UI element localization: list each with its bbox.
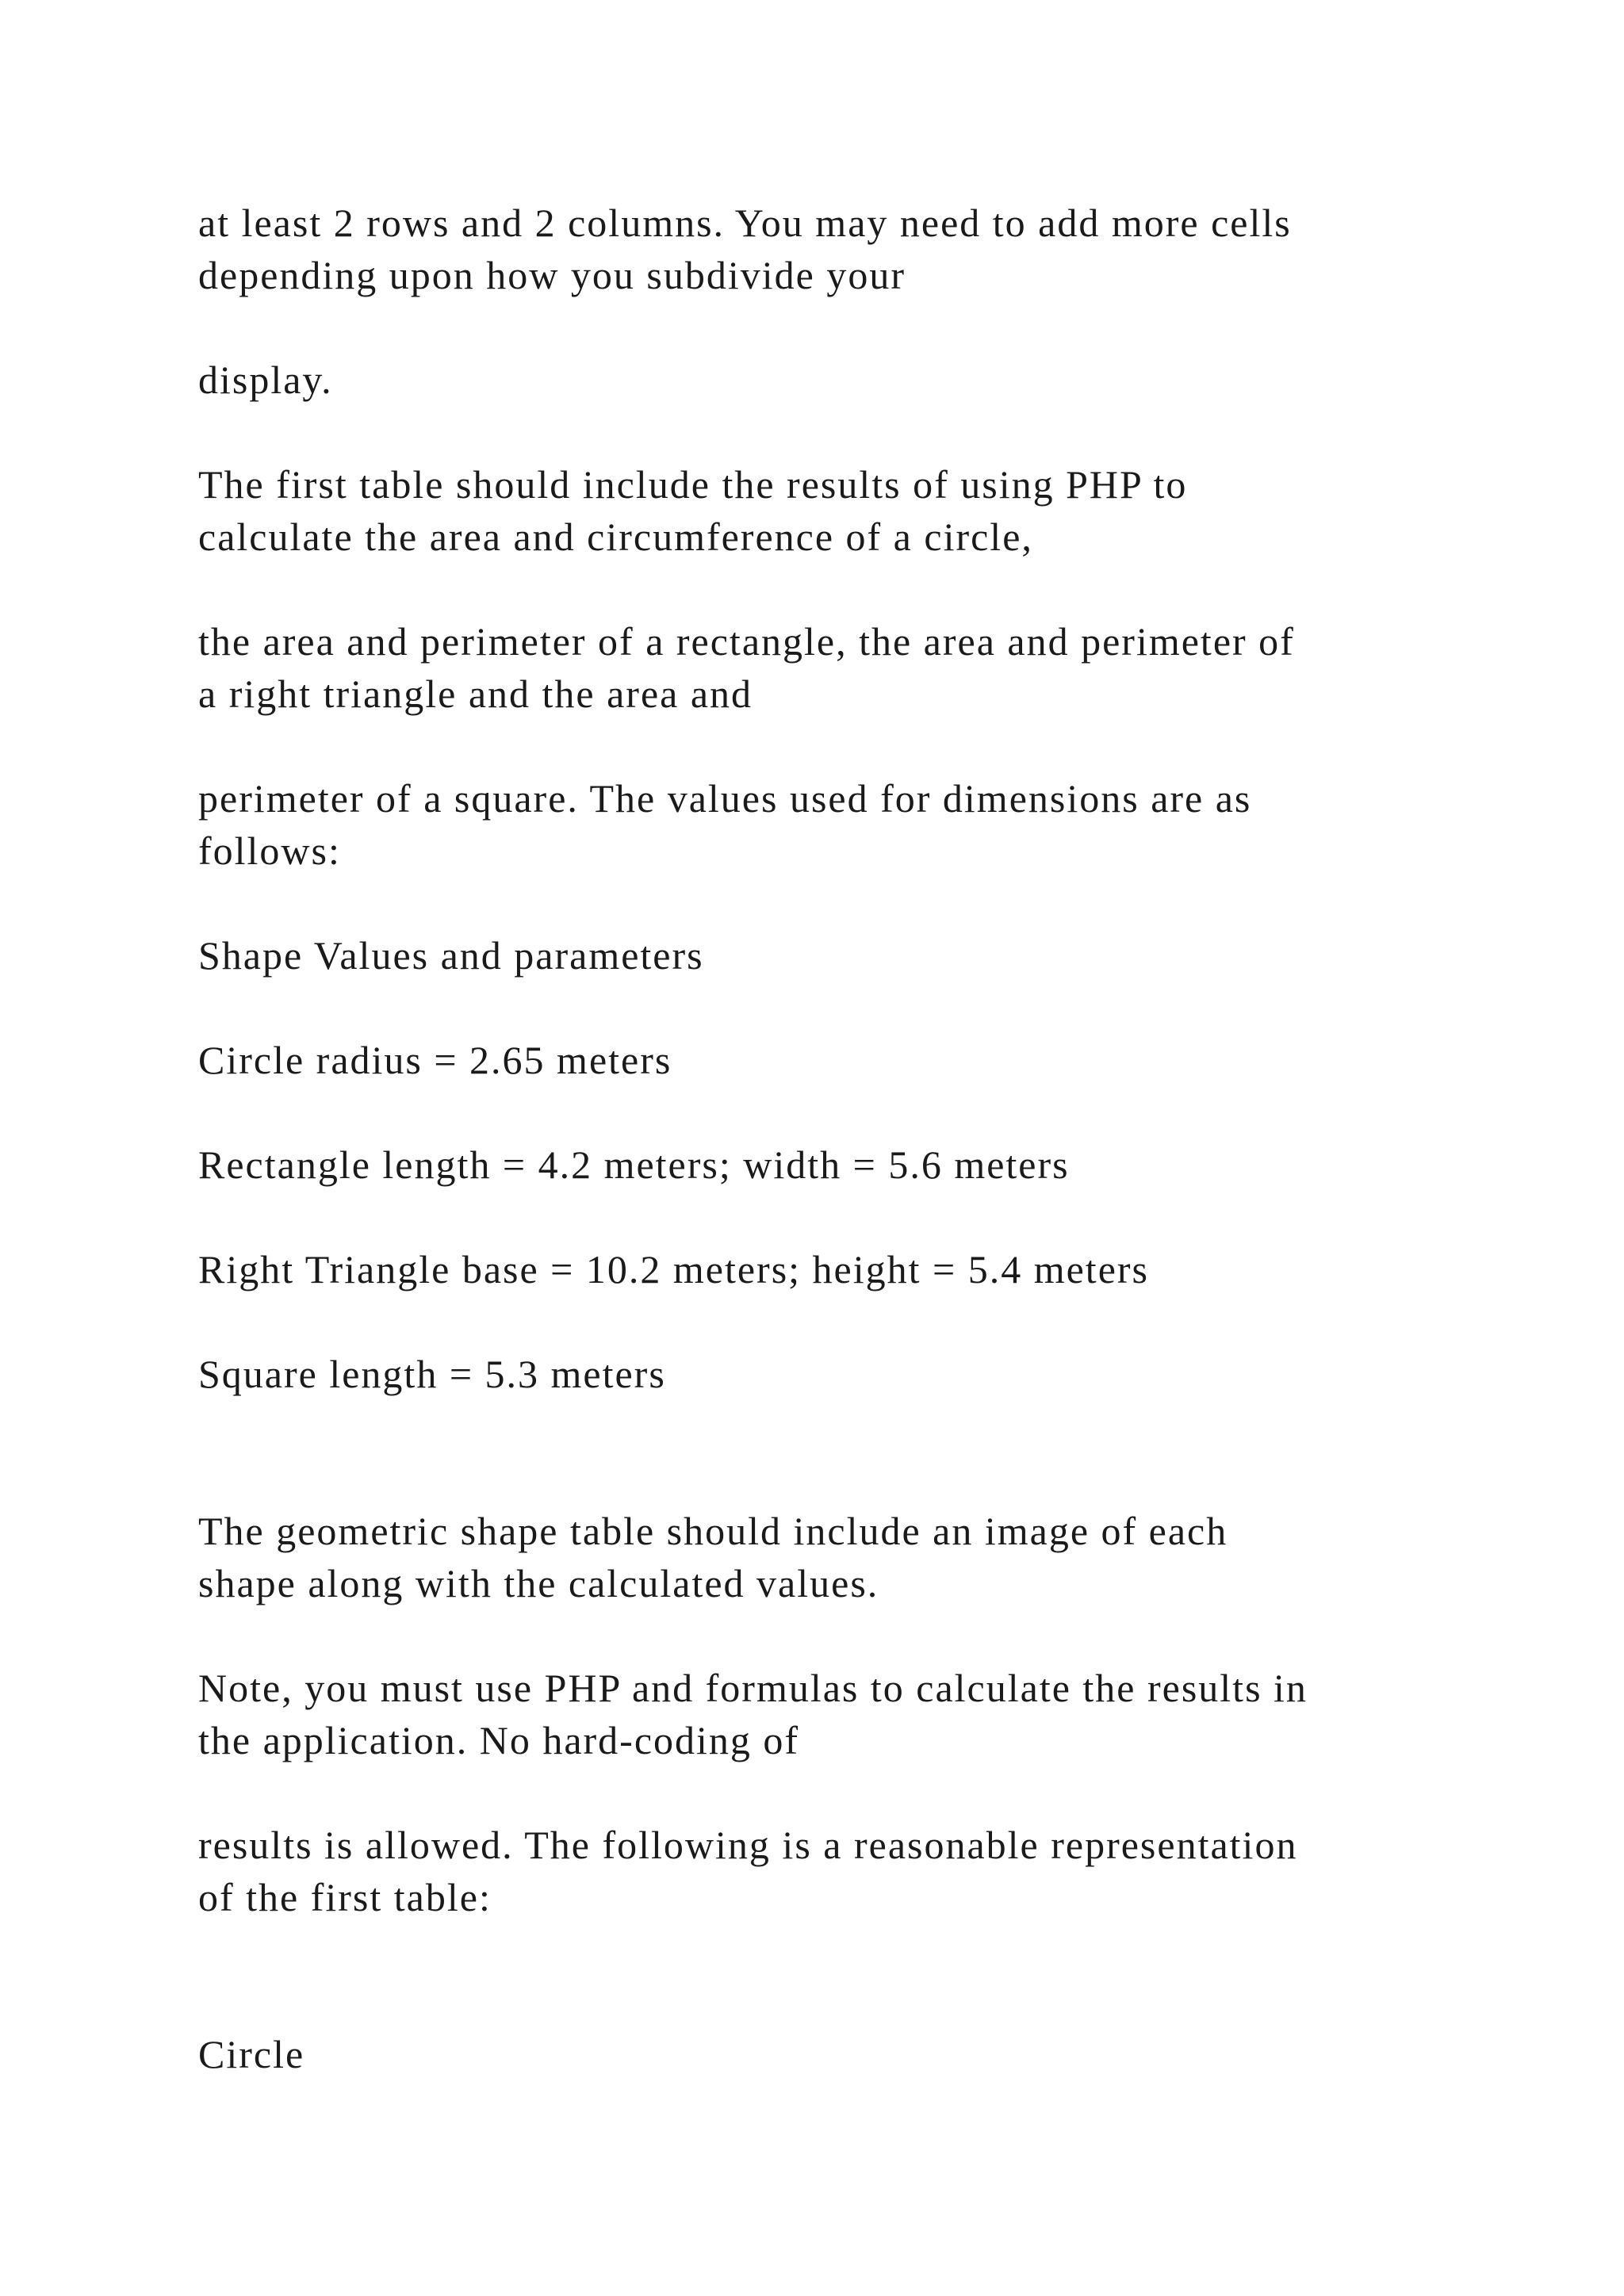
text-line: Note, you must use PHP and formulas to calculate the results in xyxy=(198,1666,1308,1710)
text-line: display. xyxy=(198,358,333,402)
text-line: results is allowed. The following is a reasonable representation xyxy=(198,1823,1298,1867)
text-line: Shape Values and parameters xyxy=(198,933,704,978)
text-line: depending upon how you subdivide your xyxy=(198,253,906,297)
text-line: of the first table: xyxy=(198,1875,492,1919)
text-line: follows: xyxy=(198,828,341,873)
text-line: Right Triangle base = 10.2 meters; height = 5.4 meters xyxy=(198,1247,1149,1292)
text-line: the area and perimeter of a rectangle, the area and perimeter of xyxy=(198,619,1295,664)
text-line: at least 2 rows and 2 columns. You may need to add more cells xyxy=(198,201,1292,245)
text-line: the application. No hard-coding of xyxy=(198,1718,800,1762)
text-line: Circle xyxy=(198,2032,305,2076)
text-line: The first table should include the results of using PHP to xyxy=(198,462,1188,507)
text-line: The geometric shape table should include an image of each xyxy=(198,1509,1228,1553)
text-line: shape along with the calculated values. xyxy=(198,1561,879,1605)
text-line: perimeter of a square. The values used for dimensions are as xyxy=(198,776,1252,821)
text-line: Rectangle length = 4.2 meters; width = 5.6 meters xyxy=(198,1142,1070,1187)
text-line: a right triangle and the area and xyxy=(198,672,753,716)
text-line: calculate the area and circumference of a circle, xyxy=(198,515,1033,559)
text-line: Circle radius = 2.65 meters xyxy=(198,1038,672,1082)
text-line: Square length = 5.3 meters xyxy=(198,1352,666,1396)
